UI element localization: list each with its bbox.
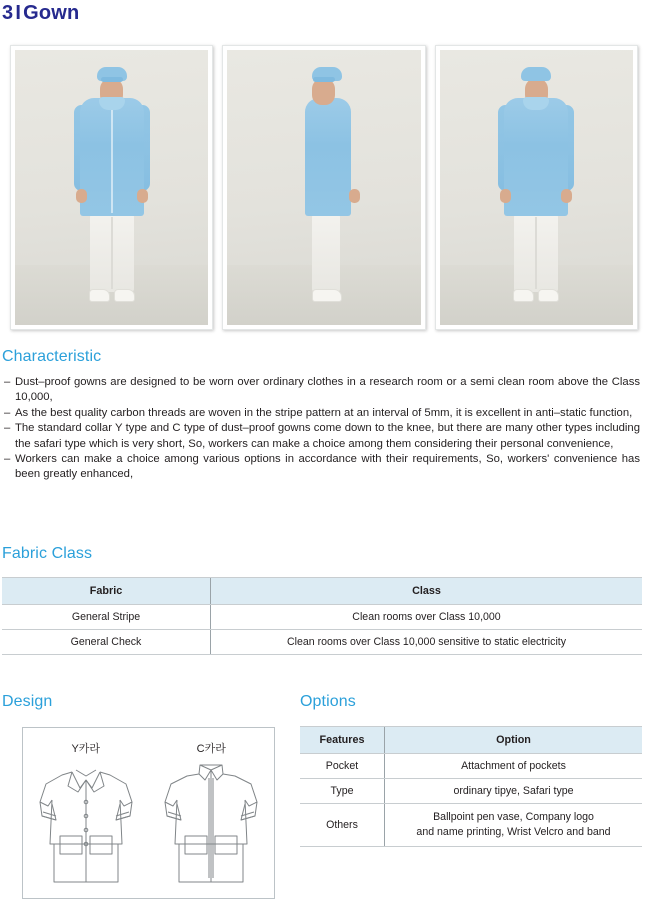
gown-body bbox=[504, 98, 568, 216]
column-header-fabric: Fabric bbox=[2, 578, 211, 605]
shoe-side bbox=[312, 289, 342, 302]
bullet-dash: – bbox=[4, 406, 11, 419]
page-title-name: Gown bbox=[23, 2, 80, 24]
page-title bbox=[2, 2, 79, 25]
section-heading-characteristic: Characteristic bbox=[2, 348, 102, 365]
characteristic-item bbox=[4, 375, 640, 406]
cell-feature: Type bbox=[300, 779, 385, 804]
figure-front bbox=[15, 67, 208, 315]
hand-left bbox=[500, 189, 511, 203]
table-header-row bbox=[300, 727, 642, 754]
cap-brim bbox=[313, 77, 335, 82]
table-header-row bbox=[2, 578, 642, 605]
cell-option bbox=[385, 804, 643, 847]
gown-collar bbox=[99, 97, 125, 110]
characteristic-item bbox=[4, 421, 640, 452]
cell-option: ordinary tipye, Safari type bbox=[385, 779, 643, 804]
column-header-features: Features bbox=[300, 727, 385, 754]
design-item-y-collar bbox=[23, 728, 149, 898]
section-heading-fabric-class: Fabric Class bbox=[2, 545, 93, 562]
cell-class: Clean rooms over Class 10,000 sensitive to static electricity bbox=[211, 630, 643, 655]
characteristic-text: As the best quality carbon threads are woven in the stripe pattern at an interval of 5mm, it is excellent in anti–static function, bbox=[15, 406, 633, 419]
characteristic-text: Workers can make a choice among various options in accordance with their requirements, So, workers' convenience has been greatly enhanced, bbox=[15, 453, 640, 481]
table-row bbox=[300, 754, 642, 779]
table-row bbox=[2, 605, 642, 630]
product-photo-front bbox=[10, 45, 213, 330]
bullet-dash: – bbox=[4, 422, 11, 435]
bullet-dash: – bbox=[4, 376, 11, 388]
characteristic-list bbox=[4, 375, 640, 483]
section-heading-design: Design bbox=[2, 693, 53, 710]
column-header-class: Class bbox=[211, 578, 643, 605]
characteristic-item bbox=[4, 406, 640, 421]
shoe-right bbox=[538, 289, 559, 302]
design-illustration-box bbox=[22, 727, 275, 899]
section-heading-options: Options bbox=[300, 693, 356, 710]
design-label-c: C카라 bbox=[196, 743, 226, 755]
product-photo-strip bbox=[10, 45, 638, 330]
bullet-dash: – bbox=[4, 453, 11, 466]
shoe-left bbox=[513, 289, 534, 302]
figure-back bbox=[440, 67, 633, 315]
pants-split bbox=[111, 217, 113, 289]
product-photo-back bbox=[435, 45, 638, 330]
photo-front-image bbox=[15, 50, 208, 325]
shoe-right bbox=[114, 289, 135, 302]
characteristic-item bbox=[4, 452, 640, 483]
cell-feature: Others bbox=[300, 804, 385, 847]
design-item-c-collar bbox=[149, 728, 275, 898]
column-header-option: Option bbox=[385, 727, 643, 754]
pants bbox=[312, 214, 340, 292]
cell-class: Clean rooms over Class 10,000 bbox=[211, 605, 643, 630]
cap-brim bbox=[101, 77, 123, 82]
hand-right bbox=[137, 189, 148, 203]
design-label-y: Y카라 bbox=[71, 743, 101, 755]
table-row bbox=[300, 779, 642, 804]
hand-right bbox=[561, 189, 572, 203]
gown-y-collar-icon bbox=[32, 758, 140, 890]
gown-c-collar-icon bbox=[157, 758, 265, 890]
gown-collar bbox=[523, 97, 549, 110]
page-title-separator: I bbox=[15, 2, 22, 24]
pants-split bbox=[535, 217, 537, 289]
cell-fabric: General Check bbox=[2, 630, 211, 655]
fabric-class-table bbox=[2, 577, 642, 655]
hand-right bbox=[349, 189, 360, 203]
gown-body bbox=[305, 98, 351, 216]
options-table-wrapper bbox=[300, 726, 642, 847]
cell-option-line2: and name printing, Wrist Velcro and band bbox=[416, 826, 611, 838]
cell-option-line1: Ballpoint pen vase, Company logo bbox=[433, 811, 594, 823]
characteristic-text: Dust–proof gowns are designed to be worn over ordinary clothes in a research room or a semi clean room above the Class 10,000, bbox=[15, 376, 640, 404]
options-table bbox=[300, 726, 642, 847]
head bbox=[312, 78, 335, 105]
shoe-left bbox=[89, 289, 110, 302]
page-title-number: 3 bbox=[2, 2, 14, 24]
cleanroom-cap bbox=[521, 67, 551, 81]
cell-fabric: General Stripe bbox=[2, 605, 211, 630]
photo-back-image bbox=[440, 50, 633, 325]
cell-option: Attachment of pockets bbox=[385, 754, 643, 779]
cell-feature: Pocket bbox=[300, 754, 385, 779]
hand-left bbox=[76, 189, 87, 203]
figure-side bbox=[227, 67, 420, 315]
gown-placket bbox=[111, 103, 113, 213]
table-row bbox=[300, 804, 642, 847]
product-photo-side bbox=[222, 45, 425, 330]
fabric-class-table-wrapper bbox=[2, 577, 642, 655]
photo-side-image bbox=[227, 50, 420, 325]
characteristic-text: The standard collar Y type and C type of dust–proof gowns come down to the knee, but there are many other types including the safari type which is very short, So, workers can make a choice among them considering their personal convenience, bbox=[15, 422, 640, 450]
table-row bbox=[2, 630, 642, 655]
